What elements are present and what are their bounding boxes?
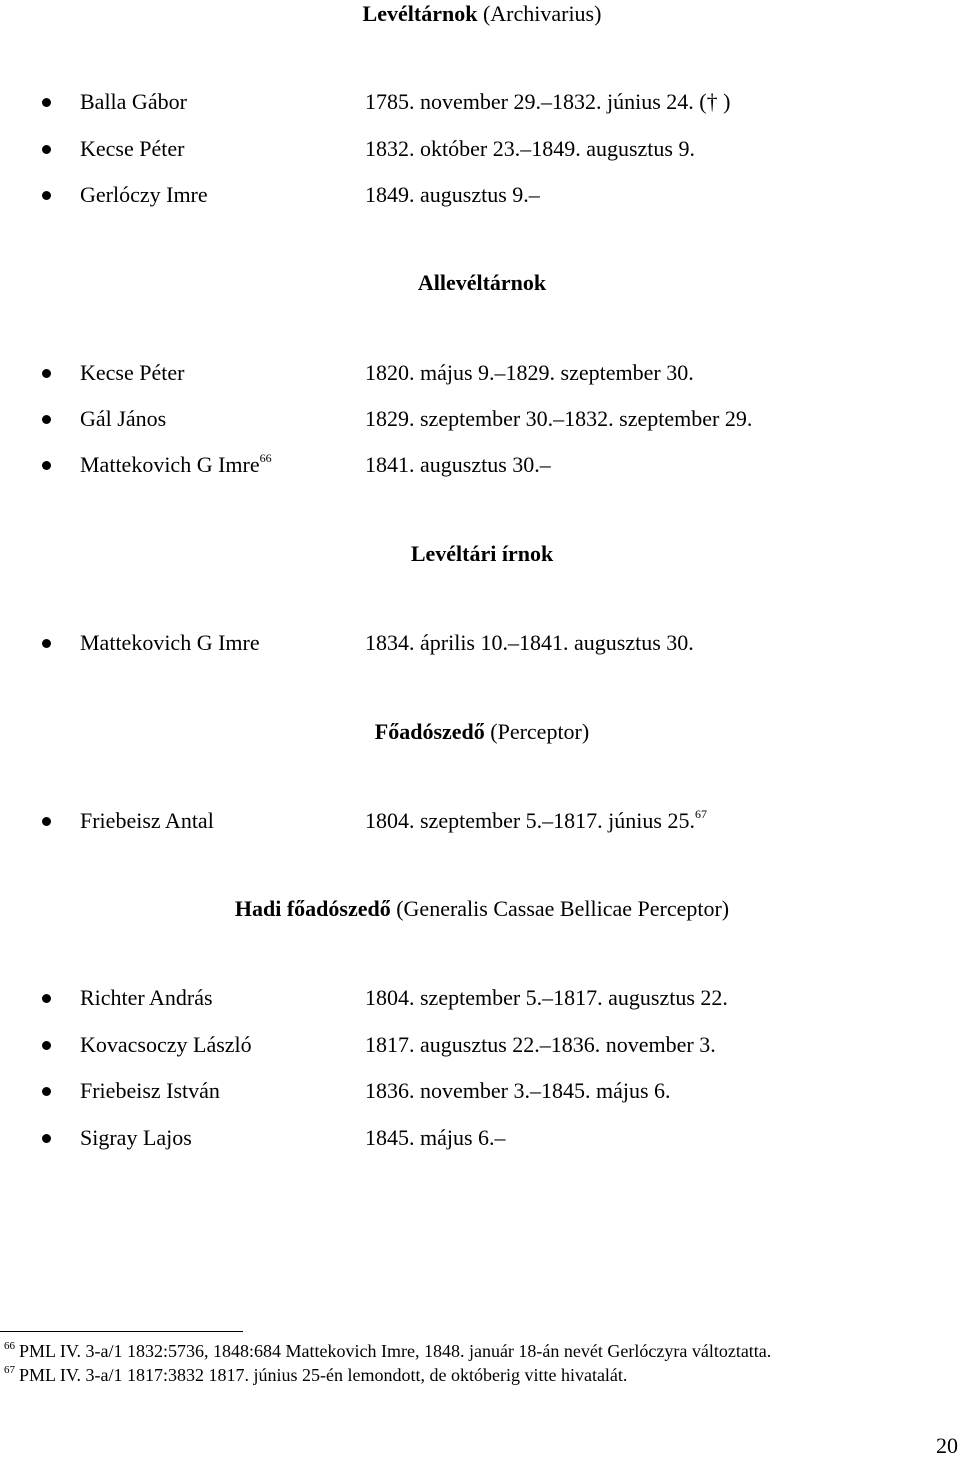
bullet-icon [42, 1134, 51, 1143]
bullet-icon [42, 369, 51, 378]
page-number: 20 [936, 1433, 958, 1458]
bullet-icon [42, 191, 51, 200]
list-item [0, 88, 960, 116]
tenure-dates: 1841. augusztus 30.– [365, 452, 551, 477]
list-item [0, 359, 960, 387]
tenure-dates: 1845. május 6.– [365, 1125, 506, 1150]
person-name: Mattekovich G Imre [80, 630, 260, 655]
tenure-dates: 1804. szeptember 5.–1817. augusztus 22. [365, 985, 728, 1010]
bullet-icon [42, 98, 51, 107]
footnote-ref: 67 [694, 806, 707, 821]
footnote-divider [0, 1331, 243, 1332]
person-name [80, 451, 272, 479]
footnote-text: PML IV. 3-a/1 1832:5736, 1848:684 Mattekovich Imre, 1848. január 18-án nevét Gerlóczyra változtatta. [19, 1341, 772, 1361]
heading-bold: Hadi főadószedő [234, 896, 391, 921]
person-name: Friebeisz Antal [80, 808, 214, 833]
bullet-icon [42, 145, 51, 154]
bullet-icon [42, 1041, 51, 1050]
person-name: Sigray Lajos [80, 1125, 192, 1150]
tenure-dates: 1836. november 3.–1845. május 6. [365, 1078, 671, 1103]
heading-rest: (Perceptor) [484, 719, 590, 744]
bullet-icon [42, 1087, 51, 1096]
heading-rest: (Archivarius) [477, 1, 602, 26]
bullet-icon [42, 817, 51, 826]
bullet-icon [42, 994, 51, 1003]
list-item [0, 807, 960, 835]
footnote-number: 67 [4, 1364, 15, 1376]
tenure-dates: 1829. szeptember 30.–1832. szeptember 29. [365, 406, 753, 431]
list-item [0, 405, 960, 433]
person-name: Gál János [80, 406, 167, 431]
person-name-text: Mattekovich G Imre [80, 452, 260, 477]
list-item [0, 1124, 960, 1152]
list-item [0, 181, 960, 209]
section-heading-levelttari-irnok [0, 540, 960, 568]
person-name: Kecse Péter [80, 360, 185, 385]
person-name: Kecse Péter [80, 136, 185, 161]
footnote-ref: 66 [259, 450, 272, 465]
person-name: Friebeisz István [80, 1078, 220, 1103]
tenure-dates: 1832. október 23.–1849. augusztus 9. [365, 136, 695, 161]
footnote [4, 1340, 771, 1362]
bullet-icon [42, 639, 51, 648]
tenure-dates [365, 807, 707, 835]
tenure-dates-text: 1804. szeptember 5.–1817. június 25. [365, 808, 695, 833]
heading-bold: Levéltárnok [362, 1, 478, 26]
heading-rest: (Generalis Cassae Bellicae Perceptor) [390, 896, 730, 921]
tenure-dates: 1849. augusztus 9.– [365, 182, 540, 207]
list-item [0, 451, 960, 479]
list-item [0, 1077, 960, 1105]
person-name: Kovacsoczy László [80, 1032, 252, 1057]
tenure-dates: 1817. augusztus 22.–1836. november 3. [365, 1032, 716, 1057]
section-heading-foadoszedo [0, 718, 960, 746]
heading-bold: Levéltári írnok [410, 541, 554, 566]
person-name: Gerlóczy Imre [80, 182, 208, 207]
footnote-number: 66 [4, 1340, 15, 1352]
footnote-text: PML IV. 3-a/1 1817:3832 1817. június 25-én lemondott, de októberig vitte hivatalát. [19, 1365, 628, 1385]
person-name: Richter András [80, 985, 213, 1010]
bullet-icon [42, 415, 51, 424]
list-item [0, 135, 960, 163]
list-item [0, 629, 960, 657]
person-name: Balla Gábor [80, 89, 187, 114]
footnote [4, 1364, 627, 1386]
tenure-dates: 1820. május 9.–1829. szeptember 30. [365, 360, 694, 385]
section-heading-allevelttarnok [0, 269, 960, 297]
bullet-icon [42, 461, 51, 470]
heading-bold: Főadószedő [374, 719, 485, 744]
list-item [0, 1031, 960, 1059]
section-heading-hadi-foadoszedo [0, 895, 960, 923]
tenure-dates: 1785. november 29.–1832. június 24. († ) [365, 89, 731, 114]
tenure-dates: 1834. április 10.–1841. augusztus 30. [365, 630, 694, 655]
section-heading-levelttarnok [0, 0, 960, 28]
list-item [0, 984, 960, 1012]
heading-bold: Allevéltárnok [417, 270, 547, 295]
